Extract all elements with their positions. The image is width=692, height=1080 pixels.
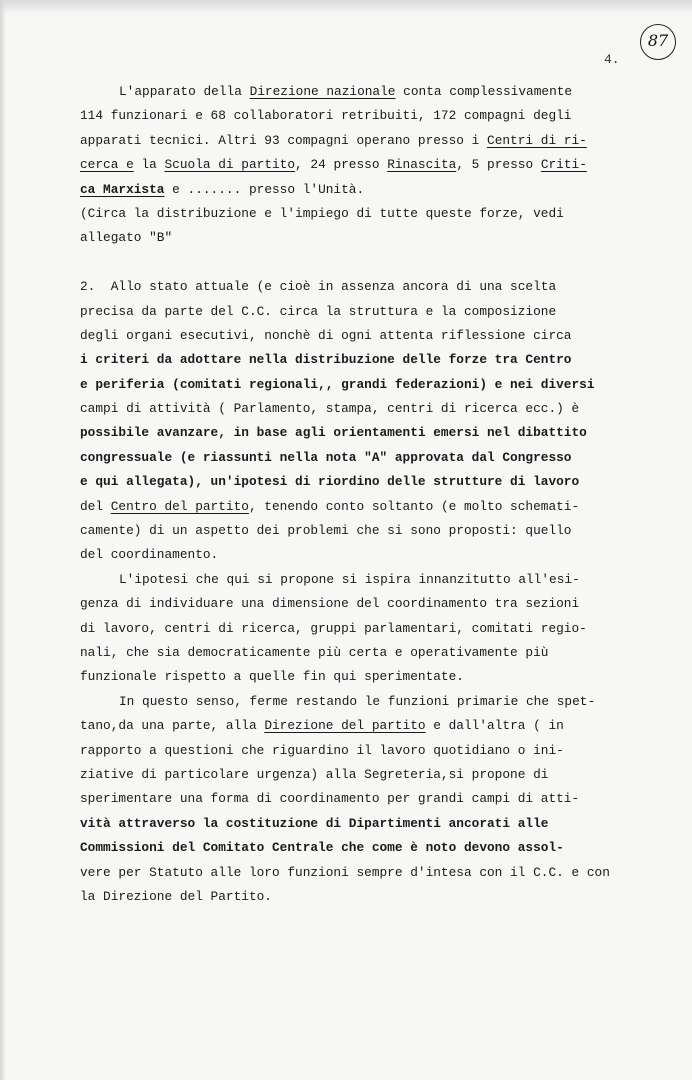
underlined-term: Centro del partito (110, 498, 249, 514)
text-line: L'ipotesi che qui si propone si ispira innanzitutto all'esi- (119, 571, 580, 587)
underlined-term: Centri di ri- (487, 132, 587, 148)
text-line: nali, che sia democraticamente più certa e operativamente più (80, 644, 549, 660)
text-line: precisa da parte del C.C. circa la struttura e la composizione (80, 303, 557, 319)
text-line: tano,da una parte, alla Direzione del partito e dall'altra ( in (80, 718, 564, 734)
text-line: ziative di particolare urgenza) alla Segreteria,si propone di (80, 766, 549, 782)
underlined-term: Direzione del partito (264, 718, 426, 734)
text-line: vere per Statuto alle loro funzioni sempre d'intesa con il C.C. e con (80, 864, 610, 880)
text-line: apparati tecnici. Altri 93 compagni operano presso i Centri di ri- (80, 132, 587, 148)
page-number: 4. (604, 52, 620, 67)
text-line: L'apparato della Direzione nazionale conta complessivamente (119, 84, 573, 99)
text-line: funzionale rispetto a quelle fin qui sperimentate. (80, 669, 464, 685)
document-body (80, 80, 660, 909)
text-line: sperimentare una forma di coordinamento per grandi campi di atti- (80, 791, 580, 807)
text-line: In questo senso, ferme restando le funzioni primarie che spet- (119, 693, 596, 709)
text-line: rapporto a questioni che riguardino il lavoro quotidiano o ini- (80, 742, 564, 758)
text-line: 114 funzionari e 68 collaboratori retribuiti, 172 compagni degli (80, 108, 572, 124)
text-line: campi di attività ( Parlamento, stampa, centri di ricerca ecc.) è (80, 401, 580, 417)
scan-edge-left (0, 0, 6, 1080)
underlined-term: cerca e (80, 157, 134, 173)
text-line: di lavoro, centri di ricerca, gruppi parlamentari, comitati regio- (80, 620, 587, 636)
text-line: del Centro del partito, tenendo conto soltanto (e molto schemati- (80, 498, 580, 514)
text-line: allegato "B" (80, 230, 173, 246)
underlined-term: ca Marxista (80, 181, 165, 197)
text-line: possibile avanzare, in base agli orientamenti emersi nel dibattito (80, 425, 587, 441)
scan-edge-top (0, 0, 692, 14)
underlined-term: Criti- (540, 157, 587, 173)
text-line: (Circa la distribuzione e l'impiego di tutte queste forze, vedi (80, 205, 564, 221)
text-line: congressuale (e riassunti nella nota "A" approvata dal Congresso (80, 449, 572, 465)
text-line: camente) di un aspetto dei problemi che si sono proposti: quello (80, 523, 572, 539)
text-line: cerca e la Scuola di partito, 24 presso Rinascita, 5 presso Criti- (80, 157, 587, 173)
text-line: genza di individuare una dimensione del coordinamento tra sezioni (80, 596, 580, 612)
text-line: vità attraverso la costituzione di Dipartimenti ancorati alle (80, 815, 549, 831)
text-line: 2. Allo stato attuale (e cioè in assenza ancora di una scelta (80, 279, 557, 295)
text-line: Commissioni del Comitato Centrale che come è noto devono assol- (80, 840, 564, 856)
text-line: e periferia (comitati regionali,, grandi federazioni) e nei diversi (80, 376, 595, 392)
archive-stamp: 87 (640, 24, 676, 60)
text-line: la Direzione del Partito. (80, 888, 272, 904)
underlined-term: Direzione nazionale (249, 84, 396, 99)
underlined-term: Rinascita (387, 157, 457, 173)
underlined-term: Scuola di partito (164, 157, 296, 173)
text-line: ca Marxista e ....... presso l'Unità. (80, 181, 365, 197)
text-line: i criteri da adottare nella distribuzione delle forze tra Centro (80, 352, 572, 368)
text-line: del coordinamento. (80, 547, 219, 563)
text-line: degli organi esecutivi, nonchè di ogni attenta riflessione circa (80, 327, 572, 343)
text-line: e qui allegata), un'ipotesi di riordino delle strutture di lavoro (80, 474, 580, 490)
